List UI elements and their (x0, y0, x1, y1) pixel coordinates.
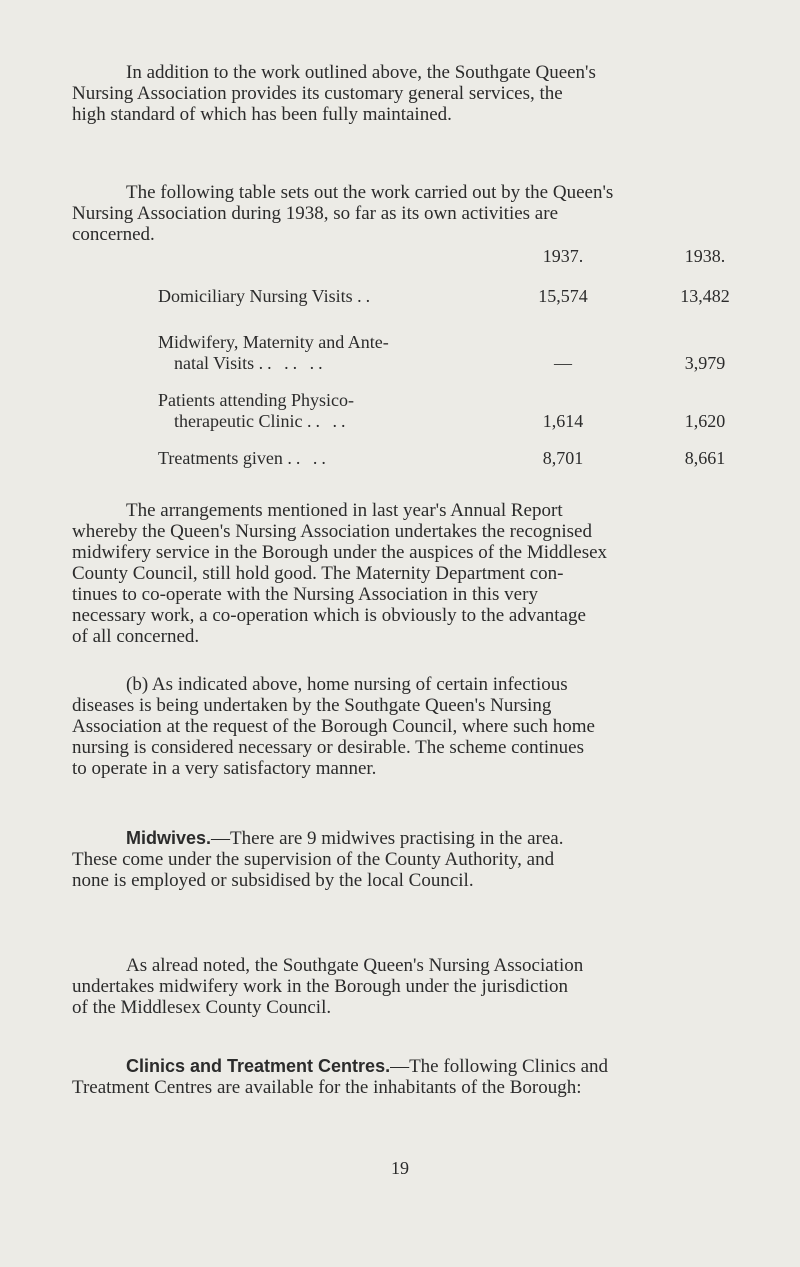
text-line: Nursing Association provides its customary general services, the (72, 83, 563, 104)
row-label: Domiciliary Nursing Visits .. (158, 286, 375, 306)
text-line: to operate in a very satisfactory manner. (72, 758, 377, 779)
text-line: none is employed or subsidised by the local Council. (72, 870, 474, 891)
text-line: Association at the request of the Borough Council, where such home (72, 716, 595, 737)
text-line: (b) As indicated above, home nursing of certain infectious (126, 674, 568, 695)
text-line: These come under the supervision of the County Authority, and (72, 849, 555, 870)
text-line: Treatment Centres are available for the inhabitants of the Borough: (72, 1077, 582, 1098)
text-line: In addition to the work outlined above, the Southgate Queen's (126, 62, 596, 83)
activities-table (72, 246, 732, 486)
text-line: The following table sets out the work carried out by the Queen's (126, 182, 614, 203)
text-line: whereby the Queen's Nursing Association undertakes the recognised (72, 521, 592, 542)
text-line: County Council, still hold good. The Maternity Department con- (72, 563, 564, 584)
text-line: Nursing Association during 1938, so far as its own activities are (72, 203, 559, 224)
value-1938: 3,979 (684, 353, 726, 373)
value-1937: — (554, 353, 572, 373)
column-header-1938: 1938. (684, 246, 726, 266)
row-label: Midwifery, Maternity and Ante- natal Visits .. .. .. (158, 332, 389, 373)
page-number: 19 (391, 1158, 409, 1178)
text-line: high standard of which has been fully maintained. (72, 104, 452, 125)
text-line: undertakes midwifery work in the Borough under the jurisdiction (72, 976, 569, 997)
clinics-paragraph (72, 1056, 732, 1098)
table-row (72, 286, 732, 330)
infectious-diseases-paragraph (72, 674, 732, 779)
table-header-row (72, 246, 732, 290)
row-label: Treatments given .. .. (158, 448, 330, 468)
row-label: Patients attending Physico- therapeutic Clinic .. .. (158, 390, 354, 431)
table-intro-paragraph (72, 182, 732, 245)
text-line: of all concerned. (72, 626, 200, 647)
value-1938: 13,482 (680, 286, 730, 306)
table-row (72, 390, 732, 434)
text-line: diseases is being undertaken by the Southgate Queen's Nursing (72, 695, 552, 716)
midwives-heading: Midwives. (126, 828, 212, 848)
text-line: midwifery service in the Borough under the auspices of the Middlesex (72, 542, 608, 563)
value-1937: 1,614 (542, 411, 584, 431)
arrangements-paragraph (72, 500, 732, 647)
text-line: concerned. (72, 224, 155, 245)
midwives-paragraph (72, 828, 732, 891)
table-row (72, 332, 732, 376)
already-noted-paragraph (72, 955, 732, 1018)
column-header-1937: 1937. (542, 246, 584, 266)
value-1937: 15,574 (538, 286, 588, 306)
text-line: Clinics and Treatment Centres.—The following Clinics and (126, 1056, 609, 1077)
intro-paragraph (72, 62, 732, 125)
text-line: tinues to co-operate with the Nursing Association in this very (72, 584, 538, 605)
text-line: Midwives.—There are 9 midwives practising in the area. (126, 828, 564, 849)
table-row (72, 448, 732, 492)
text-line: of the Middlesex County Council. (72, 997, 332, 1018)
text-line: The arrangements mentioned in last year's Annual Report (126, 500, 563, 521)
value-1938: 1,620 (684, 411, 726, 431)
text-line: nursing is considered necessary or desirable. The scheme continues (72, 737, 584, 758)
value-1937: 8,701 (542, 448, 584, 468)
clinics-heading: Clinics and Treatment Centres. (126, 1056, 391, 1076)
value-1938: 8,661 (684, 448, 726, 468)
text-line: As alread noted, the Southgate Queen's Nursing Association (126, 955, 584, 976)
text-line: necessary work, a co-operation which is obviously to the advantage (72, 605, 586, 626)
